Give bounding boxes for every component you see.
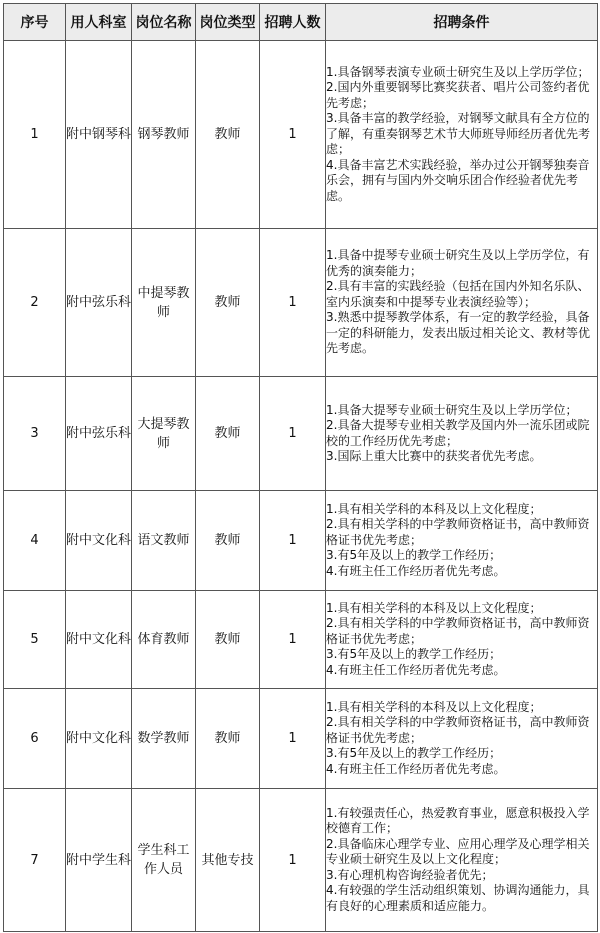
table-row bbox=[4, 789, 598, 932]
requirement-item: 4.有班主任工作经历者优先考虑。 bbox=[326, 662, 506, 677]
requirement-item: 3.具备丰富的教学经验，对钢琴文献具有全方位的了解，有重奏钢琴艺术节大师班导师经历者优先考虑； bbox=[326, 111, 591, 157]
cell-type: 教师 bbox=[196, 41, 260, 229]
requirement-item: 3.有5年及以上的教学工作经历； bbox=[326, 647, 502, 662]
cell-dept: 附中弦乐科 bbox=[66, 377, 132, 491]
requirement-item: 4.有班主任工作经历者优先考虑。 bbox=[326, 761, 506, 776]
cell-dept: 附中文化科 bbox=[66, 689, 132, 789]
cell-requirements bbox=[326, 689, 598, 789]
cell-dept: 附中钢琴科 bbox=[66, 41, 132, 229]
cell-dept: 附中文化科 bbox=[66, 491, 132, 591]
requirement-item: 1.具备大提琴专业硕士研究生及以上学历学位； bbox=[326, 402, 578, 417]
cell-position: 体育教师 bbox=[132, 591, 196, 689]
requirement-item: 2.具有相关学科的中学教师资格证书，高中教师资格证书优先考虑； bbox=[326, 715, 590, 745]
cell-type: 教师 bbox=[196, 689, 260, 789]
requirement-item: 3.熟悉中提琴教学体系，有一定的教学经验，具备一定的科研能力，发表出版过相关论文、教材等优先考虑。 bbox=[326, 310, 591, 356]
requirement-item: 1.具有相关学科的本科及以上文化程度； bbox=[326, 699, 542, 714]
cell-position: 钢琴教师 bbox=[132, 41, 196, 229]
requirement-item: 1.有较强责任心，热爱教育事业，愿意积极投入学校德育工作； bbox=[326, 805, 590, 836]
cell-no: 4 bbox=[4, 491, 66, 591]
cell-dept: 附中学生科 bbox=[66, 789, 132, 932]
header-requirements: 招聘条件 bbox=[326, 4, 598, 41]
requirement-item: 1.具有相关学科的本科及以上文化程度； bbox=[326, 600, 542, 615]
requirement-item: 3.有5年及以上的教学工作经历； bbox=[326, 548, 502, 563]
cell-type: 教师 bbox=[196, 591, 260, 689]
cell-requirements bbox=[326, 41, 598, 229]
cell-count: 1 bbox=[260, 229, 326, 377]
cell-no: 6 bbox=[4, 689, 66, 789]
requirement-item: 4.有班主任工作经历者优先考虑。 bbox=[326, 563, 506, 578]
requirement-item: 2.具备临床心理学专业、应用心理学及心理学相关专业硕士研究生及以上文化程度； bbox=[326, 836, 590, 867]
cell-requirements bbox=[326, 491, 598, 591]
cell-count: 1 bbox=[260, 689, 326, 789]
cell-count: 1 bbox=[260, 41, 326, 229]
cell-no: 5 bbox=[4, 591, 66, 689]
requirement-item: 2.具有丰富的实践经验（包括在国内外知名乐队、室内乐演奏和中提琴专业表演经验等）； bbox=[326, 279, 590, 309]
requirement-item: 1.具备钢琴表演专业硕士研究生及以上学历学位； bbox=[326, 64, 590, 79]
cell-position: 大提琴教师 bbox=[132, 377, 196, 491]
table-row bbox=[4, 491, 598, 591]
header-count: 招聘人数 bbox=[260, 4, 326, 41]
cell-no: 7 bbox=[4, 789, 66, 932]
cell-type: 教师 bbox=[196, 491, 260, 591]
recruitment-table bbox=[3, 3, 598, 932]
requirement-item: 2.具有相关学科的中学教师资格证书，高中教师资格证书优先考虑； bbox=[326, 517, 590, 547]
requirement-item: 2.具有相关学科的中学教师资格证书，高中教师资格证书优先考虑； bbox=[326, 616, 590, 646]
requirement-item: 1.具备中提琴专业硕士研究生及以上学历学位，有优秀的演奏能力； bbox=[326, 248, 590, 278]
table-row bbox=[4, 229, 598, 377]
cell-type: 其他专技 bbox=[196, 789, 260, 932]
cell-type: 教师 bbox=[196, 377, 260, 491]
cell-no: 2 bbox=[4, 229, 66, 377]
cell-requirements bbox=[326, 591, 598, 689]
cell-dept: 附中文化科 bbox=[66, 591, 132, 689]
cell-requirements bbox=[326, 377, 598, 491]
cell-position: 语文教师 bbox=[132, 491, 196, 591]
cell-requirements bbox=[326, 789, 598, 932]
cell-no: 1 bbox=[4, 41, 66, 229]
cell-count: 1 bbox=[260, 491, 326, 591]
requirement-item: 2.国内外重要钢琴比赛奖获者、唱片公司签约者优先考虑； bbox=[326, 80, 590, 110]
requirement-item: 1.具有相关学科的本科及以上文化程度； bbox=[326, 501, 542, 516]
requirement-item: 3.有5年及以上的教学工作经历； bbox=[326, 746, 502, 761]
cell-dept: 附中弦乐科 bbox=[66, 229, 132, 377]
header-dept: 用人科室 bbox=[66, 4, 132, 41]
table-row bbox=[4, 41, 598, 229]
cell-position: 数学教师 bbox=[132, 689, 196, 789]
cell-count: 1 bbox=[260, 377, 326, 491]
header-row bbox=[4, 4, 598, 41]
cell-count: 1 bbox=[260, 789, 326, 932]
table-row bbox=[4, 591, 598, 689]
cell-no: 3 bbox=[4, 377, 66, 491]
cell-type: 教师 bbox=[196, 229, 260, 377]
header-no: 序号 bbox=[4, 4, 66, 41]
cell-requirements bbox=[326, 229, 598, 377]
requirement-item: 3.国际上重大比赛中的获奖者优先考虑。 bbox=[326, 449, 542, 463]
table-row bbox=[4, 377, 598, 491]
cell-count: 1 bbox=[260, 591, 326, 689]
cell-position: 中提琴教师 bbox=[132, 229, 196, 377]
requirement-item: 3.有心理机构咨询经验者优先； bbox=[326, 867, 494, 882]
cell-position: 学生科工作人员 bbox=[132, 789, 196, 932]
header-position: 岗位名称 bbox=[132, 4, 196, 41]
requirement-item: 4.具备丰富艺术实践经验，举办过公开钢琴独奏音乐会，拥有与国内外交响乐团合作经验者优先考虑。 bbox=[326, 157, 590, 203]
header-type: 岗位类型 bbox=[196, 4, 260, 41]
table-row bbox=[4, 689, 598, 789]
requirement-item: 2.具备大提琴专业相关教学及国内外一流乐团或院校的工作经历优先考虑； bbox=[326, 418, 590, 448]
requirement-item: 4.有较强的学生活动组织策划、协调沟通能力，具有良好的心理素质和适应能力。 bbox=[326, 883, 590, 913]
